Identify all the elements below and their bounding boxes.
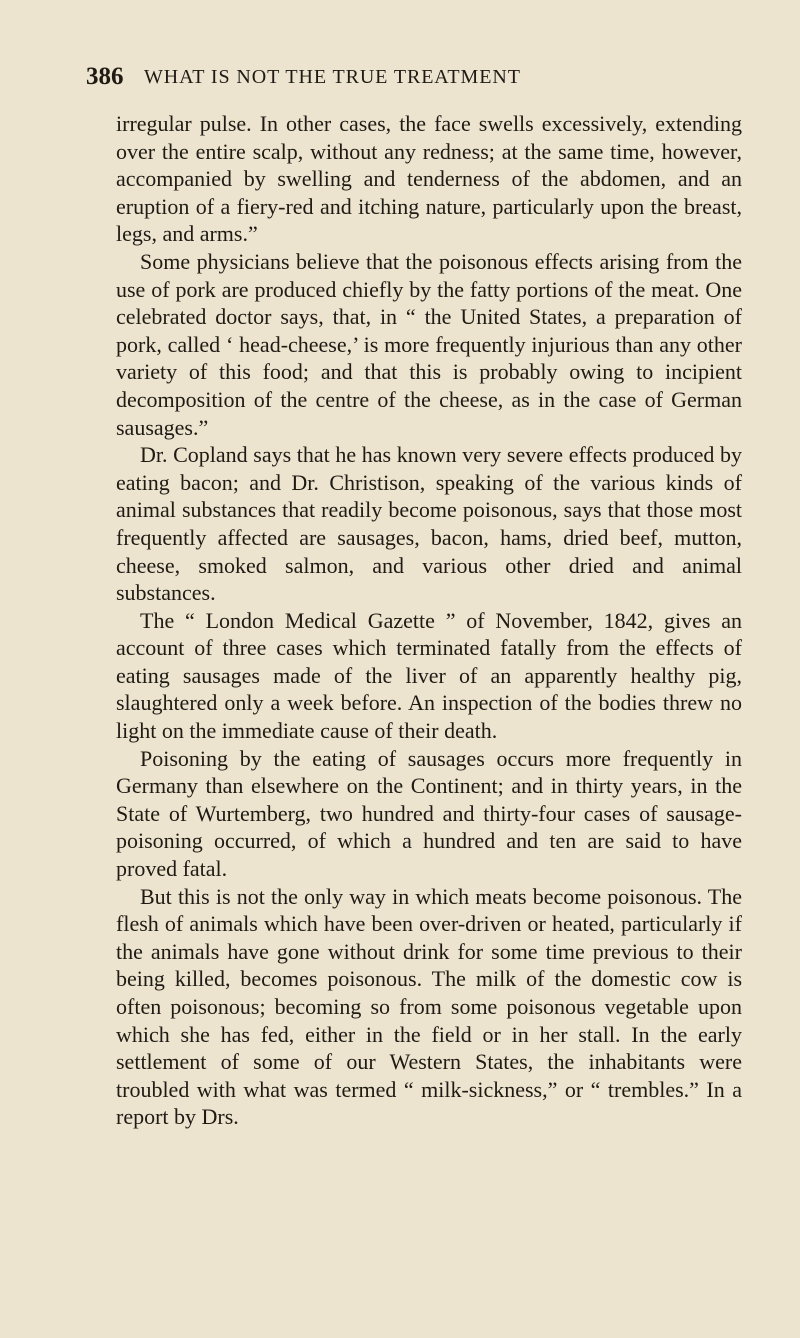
paragraph-pork-fat: Some physicians believe that the poisonous effects arising from the use of pork are produced chiefly by the fatty portions of the meat. One celebrated doctor says, that, in “ the United States, a preparation of pork, called ‘ head-cheese,’ is more frequently injurious than any other variety of this food; and that this is probably owing to incipient decomposition of the centre of the cheese, as in the case of German sausages.” — [116, 248, 742, 440]
running-head — [86, 60, 742, 106]
paragraph-copland-christison: Dr. Copland says that he has known very severe effects produced by eating bacon; and Dr. Christison, speaking of the various kinds of animal substances that readily become poisonous, says that those most frequently affected are sausages, bacon, hams, dried beef, mutton, cheese, smoked salmon, and various other dried and animal substances. — [116, 442, 742, 606]
paragraph-london-medical-gazette: The “ London Medical Gazette ” of November, 1842, gives an account of three cases which terminated fatally from the effects of eating sausages made of the liver of an apparently healthy pig, slaughtered only a week before. An inspection of the bodies threw no light on the immediate cause of their death. — [116, 607, 742, 744]
paragraph-continued: irregular pulse. In other cases, the face swells excessively, extending over the entire scalp, without any redness; at the same time, however, accompanied by swelling and tenderness of the abdomen, and an eruption of a fiery-red and itching nature, particularly upon the breast, legs, and arms.” — [116, 111, 742, 247]
page-number: 386 — [86, 63, 124, 90]
body-text — [116, 110, 742, 1131]
running-title: WHAT IS NOT THE TRUE TREATMENT — [144, 66, 521, 88]
paragraph-germany-sausage-poisoning: Poisoning by the eating of sausages occurs more frequently in Germany than elsewhere on the Continent; and in thirty years, in the State of Wurtemberg, two hundred and thirty-four cases of sausage-poisoning occurred, of which a hundred and ten are said to have proved fatal. — [116, 745, 742, 882]
paragraph-poisonous-meats-milk: But this is not the only way in which meats become poisonous. The flesh of animals which have been over-driven or heated, particularly if the animals have gone without drink for some time previous to their being killed, becomes poisonous. The milk of the domestic cow is often poisonous; becoming so from some poisonous vegetable upon which she has fed, either in the field or in her stall. In the early settlement of some of our Western States, the inhabitants were troubled with what was termed “ milk-sickness,” or “ trembles.” In a report by Drs. — [116, 883, 742, 1130]
